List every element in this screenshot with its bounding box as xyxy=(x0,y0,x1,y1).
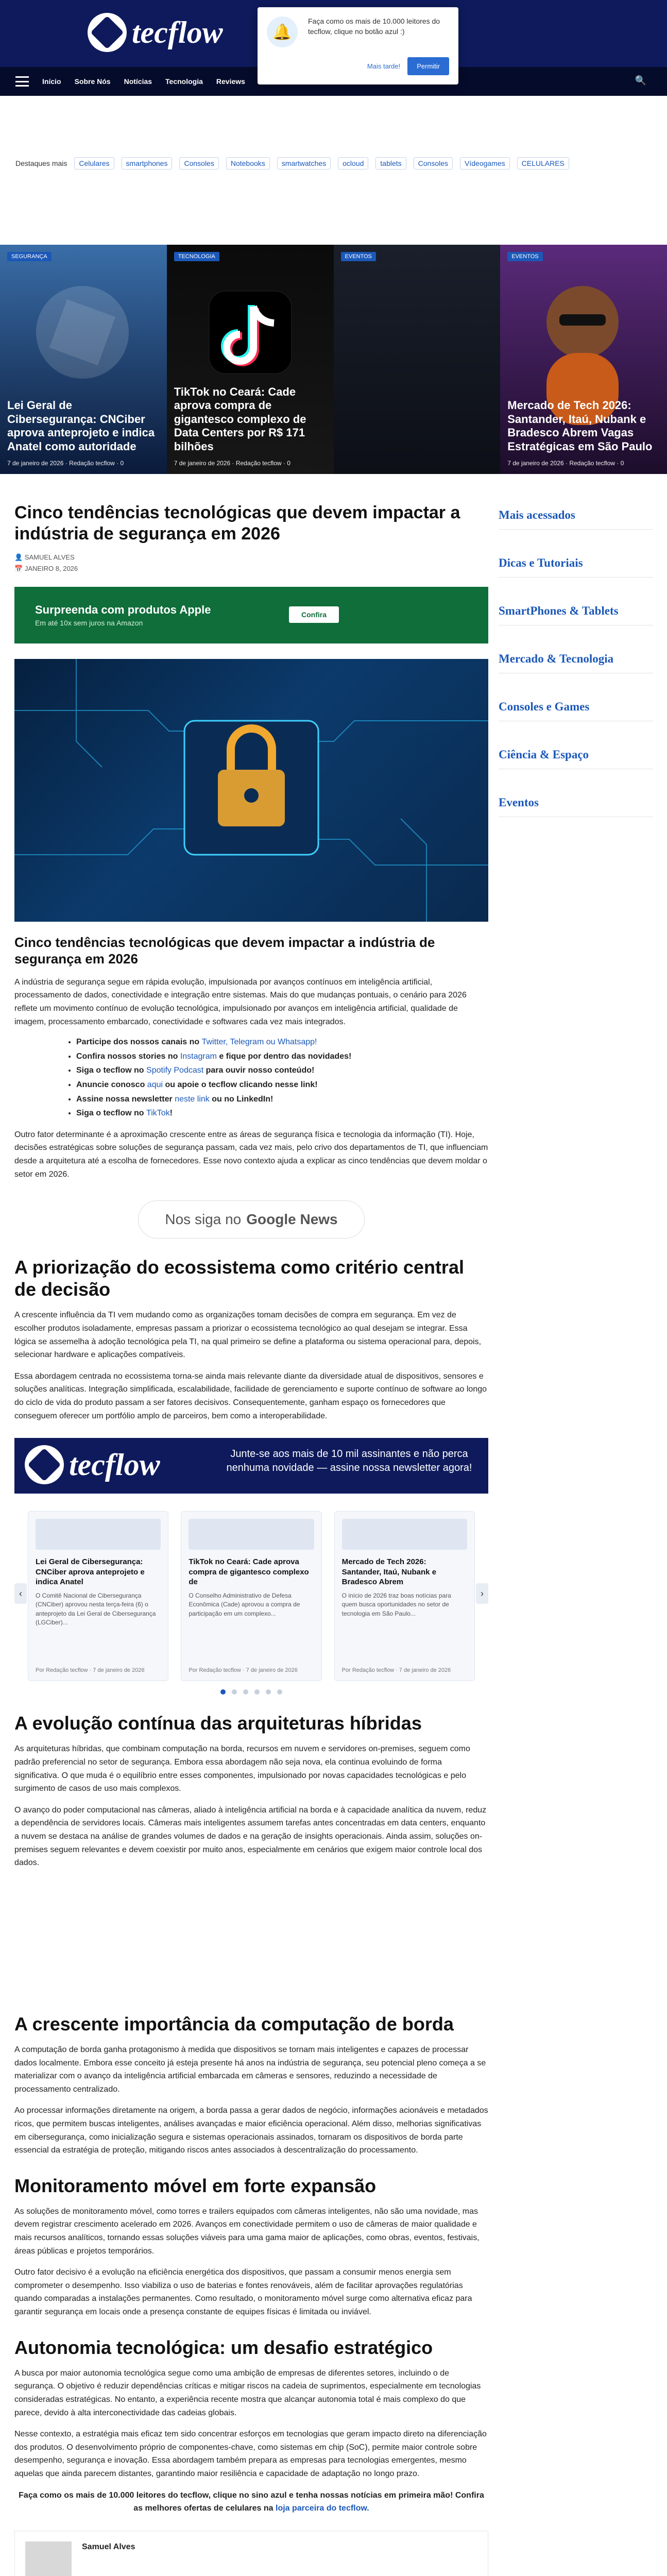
nav-item-reviews[interactable]: Reviews xyxy=(216,77,245,86)
later-button[interactable]: Mais tarde! xyxy=(367,62,401,70)
paragraph: Outro fator decisivo é a evolução na eficiência energética dos dispositivos, que passam a consumir menos energia sem comprometer o desempenho. Isso viabiliza o uso de baterias e fontes renováveis, além de facilitar aprovações regulatórias quando comparadas a instalações permanentes. Como resultado, o monitoramento móvel surge como alternativa eficaz para garantir segurança em locais onde a presença constante de equipes físicas é limitada ou inviável. xyxy=(14,2268,472,2317)
card-excerpt: O Conselho Administrativo de Defesa Econômica (Cade) aprovou a compra de participação em um complexo... xyxy=(189,1591,300,1617)
calendar-icon: 📅 xyxy=(14,564,23,572)
tag-link[interactable]: Consoles xyxy=(179,157,218,170)
featured-posts xyxy=(0,245,667,474)
advertisement-banner[interactable] xyxy=(14,587,488,643)
tag-link[interactable]: smartwatches xyxy=(277,157,331,170)
sidebar xyxy=(499,502,653,817)
paragraph: A busca por maior autonomia tecnológica segue como uma ambição de empresas de diferentes setores, incluindo o de segurança. O objetivo é reduzir dependências críticas e mitigar riscos na cadeia de suprimentos, especialmente em tecnologias consideradas estratégicas. No entanto, a experiência recente mostra que alcançar autonomia total é mais complexo do que parece, devido à alta interconectividade das cadeias globais. xyxy=(14,2368,481,2417)
avatar xyxy=(25,2541,72,2576)
social-link[interactable]: neste link xyxy=(175,1094,210,1104)
card-excerpt: O Comitê Nacional de Cibersegurança (CNCiber) aprovou nesta terça-feira (6) o anteprojeto da Lei Geral de Cibersegurança (LGCiber)... xyxy=(36,1591,156,1626)
list-item: • Confira nossos stories no Instagram e fique por dentro das novidades! xyxy=(76,1050,488,1063)
paragraph: A crescente influência da TI vem mudando como as organizações tomam decisões de compra em segurança. Em vez de escolher produtos isoladamente, empresas passam a priorizar o ecossistema tecnológico ao qual desejam se integrar. Essa lógica se assemelha à adoção tecnológica pela TI, na qual primeiro se define a plataforma ou sistema operacional para, depois, selecionar hardware e aplicações compatíveis. xyxy=(14,1311,482,1360)
article-date: JANEIRO 8, 2026 xyxy=(24,564,78,572)
bell-icon: 🔔 xyxy=(267,16,298,47)
partner-store-link[interactable]: loja parceira do tecflow. xyxy=(276,2504,369,2513)
section-heading: A evolução contínua das arquiteturas híbridas xyxy=(14,1713,422,1734)
section-heading: Monitoramento móvel em forte expansão xyxy=(14,2175,377,2196)
tags-label: Destaques mais xyxy=(15,159,67,167)
site-logo[interactable] xyxy=(88,9,223,56)
featured-card[interactable] xyxy=(500,245,667,474)
tag-link[interactable]: CELULARES xyxy=(517,157,569,170)
card-meta: Por Redação tecflow · 7 de janeiro de 2026 xyxy=(36,1667,145,1674)
paragraph: Outro fator determinante é a aproximação crescente entre as áreas de segurança física e tecnologia da informação (TI). Hoje, decisões estratégicas sobre soluções de segurança passam, cada vez mais, pelo crivo dos departamentos de TI, que influenciam desde a arquitetura até a escolha de fornecedores. Esse novo contexto ajuda a explicar as cinco tendências que devem moldar o setor em 2026. xyxy=(14,1130,488,1179)
carousel-pagination xyxy=(14,1689,488,1694)
notification-text: Faça como os mais de 10.000 leitores do tecflow, clique no botão azul :) xyxy=(308,17,440,36)
social-link[interactable]: Instagram xyxy=(180,1052,217,1061)
sidebar-item-dicas[interactable]: Dicas e Tutoriais xyxy=(499,550,653,578)
nav-item-inicio[interactable]: Início xyxy=(42,77,61,86)
featured-title: TikTok no Ceará: Cade aprova compra de gigantesco complexo de Data Centers por R$ 171 bilhões xyxy=(174,385,306,453)
paragraph: As soluções de monitoramento móvel, como torres e trailers equipados com câmeras inteligentes, não são uma novidade, mas devem registrar crescimento acelerado em 2026. Avanços em conectividade permitem o uso de câmeras de maior qualidade e mais recursos analíticos, tornando essas soluções viáveis para uma gama maior de aplicações, como obras, eventos, festivais, áreas públicas e projetos temporários. xyxy=(14,2207,480,2256)
trending-tags xyxy=(15,157,654,170)
ad-cta-button[interactable]: Confira xyxy=(289,606,339,623)
card-title: Mercado de Tech 2026: Santander, Itaú, Nubank e Bradesco Abrem xyxy=(341,1557,437,1587)
social-links-list xyxy=(76,1036,488,1120)
nav-item-sobre[interactable]: Sobre Nós xyxy=(74,77,111,86)
chevron-left-icon[interactable]: ‹ xyxy=(14,1583,27,1604)
sidebar-item-consoles[interactable]: Consoles e Games xyxy=(499,694,653,721)
card-image xyxy=(36,1519,161,1550)
social-link[interactable]: aqui xyxy=(147,1080,163,1089)
category-badge: SEGURANÇA xyxy=(7,252,52,261)
tag-link[interactable]: Notebooks xyxy=(226,157,270,170)
tag-link[interactable]: Vídeogames xyxy=(460,157,510,170)
google-news-follow-button[interactable] xyxy=(138,1200,365,1239)
featured-card[interactable] xyxy=(334,245,501,474)
banner-logo: tecflow xyxy=(25,1445,160,1484)
ad-title: Surpreenda com produtos Apple xyxy=(35,603,211,616)
featured-card[interactable] xyxy=(167,245,334,474)
featured-title: Mercado de Tech 2026: Santander, Itaú, Nubank e Bradesco Abrem Vagas Estratégicas em São Paulo xyxy=(507,399,653,453)
section-heading: A crescente importância da computação de borda xyxy=(14,2013,454,2035)
google-news-brand: Google News xyxy=(246,1211,338,1228)
card-image xyxy=(342,1519,467,1550)
carousel-dot[interactable] xyxy=(243,1689,248,1694)
author-box xyxy=(14,2531,488,2576)
paragraph: O avanço do poder computacional nas câmeras, aliado à inteligência artificial na borda e à capacidade analítica da nuvem, reduz a dependência de servidores locais. Câmeras mais inteligentes assumem tarefas antes concentradas em data centers, enquanto a nuvem se destaca na análise de grandes volumes de dados e na geração de insights operacionais. Ainda assim, soluções on-premises seguem relevantes e devem coexistir por muito anos, especialmente em cenários que exigem maior controle local dos dados. xyxy=(14,1805,487,1868)
list-item: • Siga o tecflow no TikTok! xyxy=(76,1107,488,1120)
article-hero-image xyxy=(14,659,488,922)
card-title: TikTok no Ceará: Cade aprova compra de gigantesco complexo de xyxy=(189,1557,309,1587)
google-news-label: Nos siga no xyxy=(165,1211,242,1228)
carousel-dot[interactable] xyxy=(277,1689,282,1694)
sidebar-item-smartphones[interactable]: SmartPhones & Tablets xyxy=(499,598,653,625)
carousel-card[interactable] xyxy=(334,1511,475,1681)
carousel-card[interactable] xyxy=(181,1511,321,1681)
featured-meta: 7 de janeiro de 2026 · Redação tecflow · 0 xyxy=(174,460,290,467)
card-meta: Por Redação tecflow · 7 de janeiro de 2026 xyxy=(189,1667,298,1674)
social-link[interactable]: Twitter, Telegram ou Whatsapp! xyxy=(201,1038,317,1047)
carousel-dot[interactable] xyxy=(232,1689,237,1694)
cta-text: Faça como os mais de 10.000 leitores do tecflow, clique no sino azul e tenha nossas notícias em primeira mão! Confira as melhores ofertas de celulares na loja parceira do tecflow. xyxy=(19,2490,484,2513)
hamburger-menu-icon[interactable] xyxy=(15,76,29,87)
logo-text: tecflow xyxy=(132,15,223,49)
tag-link[interactable]: ocloud xyxy=(338,157,368,170)
article xyxy=(14,502,488,2576)
tag-link[interactable]: Celulares xyxy=(74,157,114,170)
tag-link[interactable]: smartphones xyxy=(122,157,173,170)
card-image xyxy=(189,1519,314,1550)
allow-button[interactable]: Permitir xyxy=(407,57,449,75)
push-notification-prompt xyxy=(258,7,458,84)
section-heading: A priorização do ecossistema como critério central de decisão xyxy=(14,1257,464,1300)
tag-link[interactable]: Consoles xyxy=(414,157,453,170)
card-excerpt: O início de 2026 traz boas notícias para quem busca oportunidades no setor de tecnologia em São Paulo... xyxy=(341,1591,451,1617)
section-heading: Autonomia tecnológica: um desafio estratégico xyxy=(14,2336,433,2358)
list-item: • Siga o tecflow no Spotify Podcast para ouvir nosso conteúdo! xyxy=(76,1064,488,1077)
category-badge: TECNOLOGIA xyxy=(174,252,219,261)
section-title: Cinco tendências tecnológicas que devem impactar a indústria de segurança em 2026 xyxy=(14,934,435,967)
tag-link[interactable]: tablets xyxy=(375,157,406,170)
featured-title: Lei Geral de Cibersegurança: CNCiber aprova anteprojeto e indica Anatel como autoridade xyxy=(7,399,155,453)
search-icon[interactable]: 🔍 xyxy=(635,75,646,86)
author-box-name[interactable]: Samuel Alves xyxy=(82,2542,135,2551)
logo-icon xyxy=(25,1445,64,1484)
carousel-card[interactable] xyxy=(28,1511,168,1681)
sidebar-item-mercado[interactable]: Mercado & Tecnologia xyxy=(499,646,653,673)
paragraph: Ao processar informações diretamente na origem, a borda passa a gerar dados de negócio, informações acionáveis e metadados ricos, que permitem buscas inteligentes, análises avançadas e maior eficiência operacional. Além disso, melhorias significativas em cibersegurança, como inicialização segura e sistemas operacionais assinados, tornaram os dispositivos de borda parte essencial da estratégia de proteção, mitigando riscos antes associados à descentralização do processamento. xyxy=(14,2106,488,2155)
paragraph: A indústria de segurança segue em rápida evolução, impulsionada por avanços contínuos em inteligência artificial, processamento de dados, conectividade e integração entre sistemas. Mais do que mudanças pontuais, o cenário para 2026 reflete um movimento contínuo de evolução tecnológica, impulsionado por avanços em inteligência artificial, qualidade de imagem, processamento embarcado, conectividade e softwares cada vez mais integrados. xyxy=(14,977,467,1026)
sidebar-item-eventos[interactable]: Eventos xyxy=(499,790,653,817)
author-icon: 👤 xyxy=(14,553,23,561)
ad-subtitle: Em até 10x sem juros na Amazon xyxy=(35,618,143,627)
card-meta: Por Redação tecflow · 7 de janeiro de 2026 xyxy=(341,1667,451,1674)
featured-card[interactable] xyxy=(0,245,167,474)
paragraph: Nesse contexto, a estratégia mais eficaz tem sido concentrar esforços em tecnologias que geram impacto direto na diferenciação dos produtos. O desenvolvimento próprio de componentes-chave, como sistemas em chip (SoC), permite maior controle sobre desempenho, segurança e inovação. Essa abordagem também prepara as empresas para tecnologias emergentes, mesmo aquelas que ainda parecem distantes, garantindo maior resiliência e capacidade de adaptação no longo prazo. xyxy=(14,2430,487,2478)
article-title: Cinco tendências tecnológicas que devem impactar a indústria de segurança em 2026 xyxy=(14,503,460,544)
carousel-dot[interactable] xyxy=(254,1689,260,1694)
paragraph: A computação de borda ganha protagonismo à medida que dispositivos se tornam mais inteligentes e capazes de processar dados localmente. Embora esse conceito já esteja presente há anos na indústria de segurança, seu potencial pleno começa a se materializar com o avanço da inteligência artificial embarcada em câmeras e sensores, reduzindo a necessidade de processamento centralizado. xyxy=(14,2045,486,2094)
card-title: Lei Geral de Cibersegurança: CNCiber aprova anteprojeto e indica Anatel xyxy=(36,1557,145,1587)
sidebar-item-ciencia[interactable]: Ciência & Espaço xyxy=(499,742,653,769)
featured-meta: 7 de janeiro de 2026 · Redação tecflow · 0 xyxy=(7,460,124,467)
article-author[interactable]: SAMUEL ALVES xyxy=(24,553,75,561)
carousel-dot[interactable] xyxy=(220,1689,226,1694)
sidebar-item-mais-acessados[interactable]: Mais acessados xyxy=(499,502,653,530)
logo-icon xyxy=(88,13,127,52)
social-link[interactable]: Spotify Podcast xyxy=(146,1066,204,1075)
newsletter-banner[interactable] xyxy=(14,1438,488,1494)
related-posts-carousel xyxy=(14,1511,488,1681)
carousel-dot[interactable] xyxy=(266,1689,271,1694)
category-badge: EVENTOS xyxy=(341,252,376,261)
category-badge: EVENTOS xyxy=(507,252,542,261)
nav-item-tecnologia[interactable]: Tecnologia xyxy=(165,77,203,86)
nav-item-noticias[interactable]: Notícias xyxy=(124,77,152,86)
paragraph: As arquiteturas híbridas, que combinam computação na borda, recursos em nuvem e servidores on-premises, seguem como padrão preferencial no setor de segurança. Embora essa abordagem não seja nova, ela continua evoluindo de forma significativa. O que muda é o equilíbrio entre esses componentes, impulsionado por novas capacidades tecnológicas e pelo surgimento de casos de uso mais complexos. xyxy=(14,1744,470,1793)
featured-meta: 7 de janeiro de 2026 · Redação tecflow · 0 xyxy=(507,460,624,467)
list-item: • Anuncie conosco aqui ou apoie o tecflow clicando nesse link! xyxy=(76,1078,488,1092)
paragraph: Essa abordagem centrada no ecossistema torna-se ainda mais relevante diante da diversidade atual de dispositivos, sensores e soluções analíticas. Integração simplificada, escalabilidade, facilidade de gerenciamento e suporte contínuo de software ao longo do ciclo de vida do produto passam a ser fatores decisivos. Consequentemente, ganham espaço os fornecedores que conseguem oferecer um portfólio amplo de parceiros, bem como a interoperabilidade. xyxy=(14,1371,487,1420)
ad-placeholder xyxy=(14,1882,488,1995)
article-meta xyxy=(14,552,488,574)
list-item: • Assine nossa newsletter neste link ou no LinkedIn! xyxy=(76,1093,488,1106)
social-link[interactable]: TikTok xyxy=(146,1109,170,1118)
chevron-right-icon[interactable]: › xyxy=(476,1583,488,1604)
banner-text: Junte-se aos mais de 10 mil assinantes e não perca nenhuma novidade — assine nossa newsletter agora! xyxy=(226,1448,472,1474)
list-item: • Participe dos nossos canais no Twitter, Telegram ou Whatsapp! xyxy=(76,1036,488,1049)
